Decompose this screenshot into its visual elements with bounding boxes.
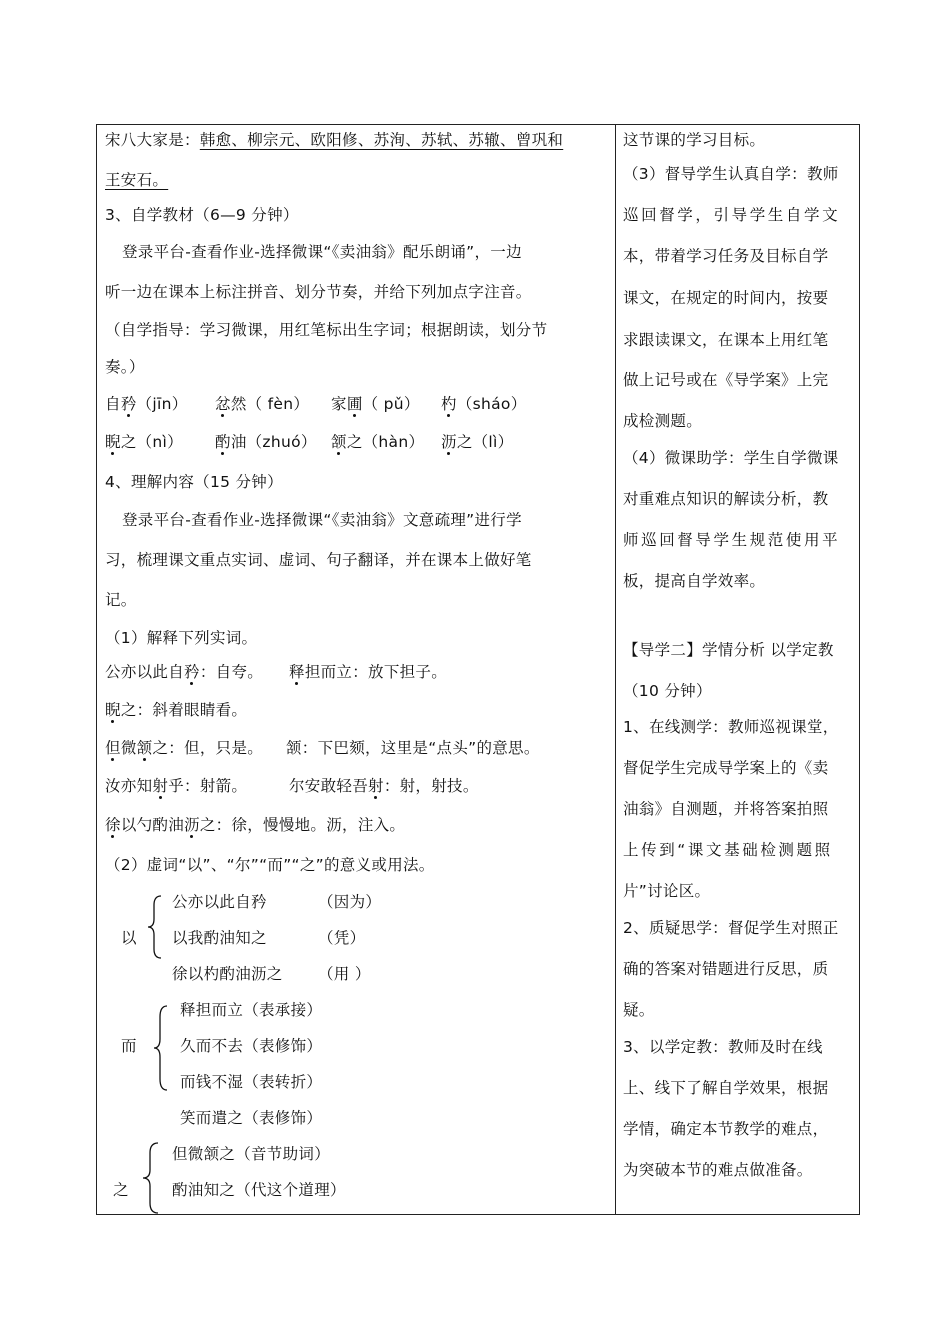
intro-line-1: 宋八大家是：韩愈、柳宗元、欧阳修、苏洵、苏轼、苏辙、曾巩和 [105,131,564,149]
guide-2-heading: 【导学二】学情分析 以学定教 [623,641,834,659]
word-definition: 释担而立：放下担子。 [289,663,448,681]
usage-item: 酌油知之（代这个道理） [172,1181,346,1199]
right-text-line: 3、以学定教：教师及时在线 [623,1038,823,1056]
right-text-line: 疑。 [623,1001,655,1019]
right-text-line: 巡回督学，引导学生自学文 [623,206,841,224]
right-text-line: 督促学生完成导学案上的《卖 [623,759,829,777]
section-3-heading: 3、自学教材（6—9 分钟） [105,206,299,224]
pinyin-item: 睨之（nì） [105,433,183,451]
right-text-line: （3）督导学生认真自学：教师 [623,165,839,183]
question-1-heading: （1）解释下列实词。 [105,629,258,647]
usage-meaning: （凭） [318,929,366,947]
question-2-heading: （2）虚词“以”、“尔”“而”“之”的意义或用法。 [105,856,435,874]
intro-line-2: 王安石。 [105,171,169,189]
right-text-line: 成检测题。 [623,412,703,430]
section-4-para-line-2: 习，梳理课文重点实词、虚词、句子翻译，并在课本上做好笔 [105,551,532,569]
section-4-para-line-3: 记。 [105,591,137,609]
usage-item: 久而不去（表修饰） [180,1037,323,1055]
pinyin-item: 杓（sháo） [441,395,527,413]
column-divider [615,125,616,1214]
word-definition: 但微颔之：但，只是。 [105,739,264,757]
usage-item: 但微颔之（音节助词） [172,1145,331,1163]
word-definition: 公亦以此自矜：自夸。 [105,663,264,681]
right-text-line: 做上记号或在《导学案》上完 [623,371,829,389]
right-text-line: 课文，在规定的时间内，按要 [623,289,829,307]
right-text-line: 1、在线测学：教师巡视课堂， [623,718,839,736]
right-text-line: 求跟读课文，在课本上用红笔 [623,331,829,349]
function-word-er: 而 [121,1037,137,1055]
usage-item: 而钱不湿（表转折） [180,1073,323,1091]
right-text-line: 为突破本节的难点做准备。 [623,1161,813,1179]
word-definition: 颔：下巴颏，这里是“点头”的意思。 [286,739,540,757]
self-study-tip-line-1: （自学指导：学习微课，用红笔标出生字词；根据朗读，划分节 [105,321,548,339]
right-text-line: 师巡回督导学生规范使用平 [623,531,841,549]
right-text-line: 这节课的学习目标。 [623,131,766,149]
right-text-line: 2、质疑思学：督促学生对照正 [623,919,839,937]
function-word-zhi: 之 [113,1181,129,1199]
pinyin-item: 沥之（lì） [441,433,514,451]
brace-icon [146,893,166,961]
usage-item: 以我酌油知之 [172,929,267,947]
brace-icon [141,1140,163,1216]
right-text-line: （4）微课助学：学生自学微课 [623,449,839,467]
word-definition: 徐以勺酌油沥之：徐，慢慢地。沥，注入。 [105,816,406,834]
right-text-line: 确的答案对错题进行反思，质 [623,960,829,978]
usage-item: 笑而遣之（表修饰） [180,1109,323,1127]
pinyin-item: 家圃（ pǔ） [331,395,420,413]
brace-icon [152,1003,172,1093]
usage-meaning: （用 ） [318,965,371,983]
right-text-line: 片”讨论区。 [623,882,711,900]
usage-meaning: （因为） [318,893,382,911]
right-text-line: 上传到“课文基础检测题照 [623,841,833,859]
word-definition: 睨之：斜着眼睛看。 [105,701,248,719]
right-text-line: 板，提高自学效率。 [623,572,766,590]
word-definition: 尔安敢轻吾射：射，射技。 [289,777,479,795]
section-4-heading: 4、理解内容（15 分钟） [105,473,283,491]
usage-item: 释担而立（表承接） [180,1001,323,1019]
pinyin-item: 酌油（zhuó） [215,433,317,451]
pinyin-item: 忿然（ fèn） [215,395,310,413]
section-3-para-line-1: 登录平台-查看作业-选择微课“《卖油翁》配乐朗诵”，一边 [122,243,522,261]
right-text-line: 本，带着学习任务及目标自学 [623,247,829,265]
right-text-line: 油翁》自测题，并将答案拍照 [623,800,829,818]
right-text-line: 对重难点知识的解读分析，教 [623,490,829,508]
right-text-line: 学情，确定本节教学的难点， [623,1120,829,1138]
guide-2-duration: （10 分钟） [623,682,712,700]
section-3-para-line-2: 听一边在课本上标注拼音、划分节奏，并给下列加点字注音。 [105,283,532,301]
usage-item: 公亦以此自矜 [172,893,267,911]
self-study-tip-line-2: 奏。） [105,358,145,376]
right-text-line: 上、线下了解自学效果，根据 [623,1079,829,1097]
section-4-para-line-1: 登录平台-查看作业-选择微课“《卖油翁》文意疏理”进行学 [122,511,522,529]
function-word-yi: 以 [121,929,137,947]
pinyin-item: 自矜（jīn） [105,395,188,413]
pinyin-item: 颔之（hàn） [331,433,425,451]
word-definition: 汝亦知射乎：射箭。 [105,777,248,795]
usage-item: 徐以杓酌油沥之 [172,965,283,983]
